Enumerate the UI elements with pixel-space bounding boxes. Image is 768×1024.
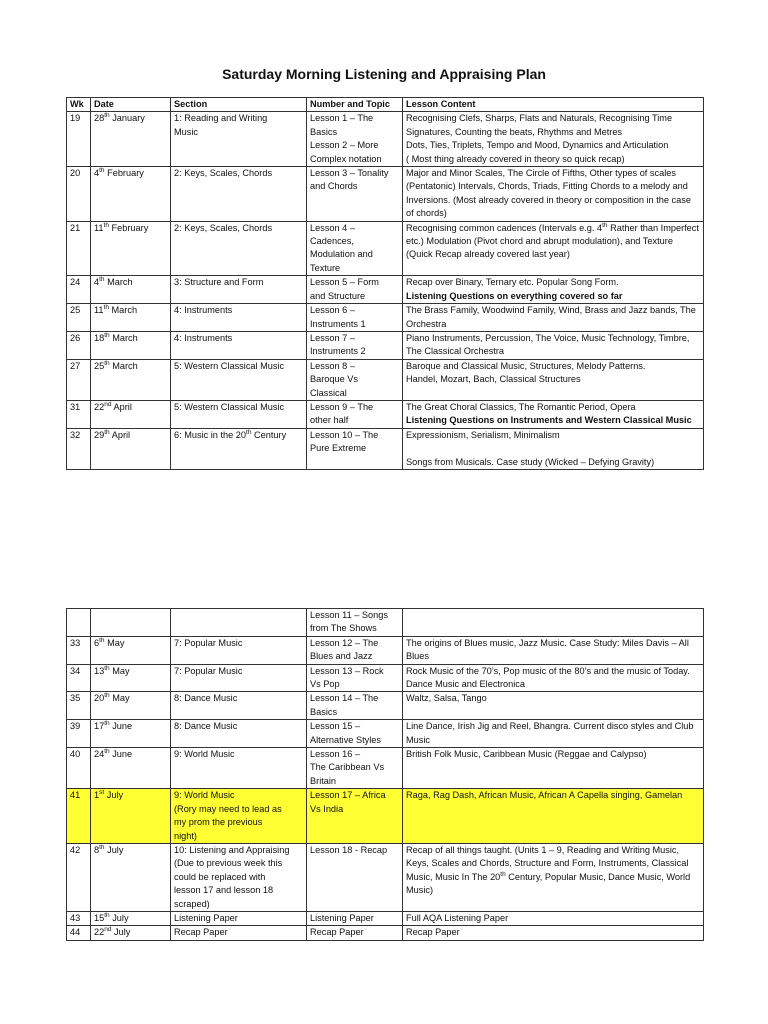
content-cell [403,276,704,304]
topic-cell [307,636,403,664]
date-month: March [109,332,138,343]
table-row [67,720,704,748]
document-title: Saturday Morning Listening and Appraising Plan [222,66,546,82]
section-cell [171,843,307,911]
date-ordinal: th [103,304,109,312]
date-cell [91,789,171,844]
date-day: 20 [94,693,105,704]
date-day: 29 [94,429,105,440]
week-cell: 24 [67,276,91,304]
date-cell [91,112,171,167]
date-day: 13 [94,665,105,676]
date-ordinal: th [99,276,105,284]
date-ordinal: th [104,911,110,919]
topic-cell [307,359,403,400]
date-day: 1 [94,790,100,801]
date-day: 25 [94,360,105,371]
topic-cell [307,789,403,844]
topic-text: Lesson 16 – The Caribbean Vs Britain [310,749,385,786]
content-text: Century, Popular Music, Dance Music, World Music) [406,871,691,896]
topic-text: Lesson 8 – Baroque Vs Classical [310,360,359,398]
date-cell [91,609,171,637]
topic-text: Lesson 18 - Recap [310,844,388,855]
date-month: March [104,277,133,288]
content-text: Line Dance, Irish Jig and Reel, Bhangra. Current disco styles and Club Music [406,721,694,745]
date-day: 4 [94,277,100,288]
content-text: Raga, Rag Dash, African Music, African A Capella singing, Gamelan [406,790,683,801]
date-cell [91,692,171,720]
topic-text: Lesson 9 – The other half [310,401,374,426]
date-ordinal: th [104,331,110,339]
date-month: May [109,693,130,704]
section-text: 6: Music in the 20 [174,429,247,440]
section-text: 5: Western Classical Music [174,401,285,412]
topic-cell [307,304,403,332]
topic-cell [307,112,403,167]
date-cell [91,748,171,789]
section-cell [171,636,307,664]
date-ordinal: th [99,843,105,851]
section-text: 1: Reading and Writing Music [174,113,268,137]
topic-text: Lesson 7 – Instruments 2 [310,332,366,357]
table-row [67,331,704,359]
section-ordinal: th [246,428,252,436]
table-row [67,843,704,911]
table-row [67,926,704,940]
topic-text: Lesson 1 – The Basics Lesson 2 – More Complex notation [310,113,382,164]
week-cell: 32 [67,428,91,469]
date-ordinal: nd [104,926,112,934]
section-text: 7: Popular Music [174,637,243,648]
content-cell [403,609,704,637]
date-cell [91,843,171,911]
section-text: 9: World Music [174,749,235,760]
week-cell: 26 [67,331,91,359]
section-text-tail: Century [251,429,287,440]
content-cell [403,112,704,167]
section-text: Recap Paper [174,927,228,938]
section-text: 2: Keys, Scales, Chords [174,168,273,179]
header-date: Date [91,98,171,112]
section-cell [171,304,307,332]
date-cell [91,911,171,925]
date-month: February [104,168,144,179]
section-cell [171,720,307,748]
content-cell [403,304,704,332]
section-cell [171,221,307,276]
date-cell [91,221,171,276]
content-cell [403,789,704,844]
date-day: 18 [94,332,105,343]
date-ordinal: th [104,664,110,672]
table-header-row [67,98,704,112]
date-day: 11 [94,222,104,233]
date-month: June [109,749,133,760]
section-cell [171,748,307,789]
date-cell [91,400,171,428]
date-month: February [108,222,149,233]
section-text: 4: Instruments [174,332,233,343]
date-day: 15 [94,912,105,923]
date-day: 11 [94,305,104,316]
table-row [67,664,704,692]
content-cell [403,843,704,911]
content-cell [403,720,704,748]
date-day: 22 [94,927,105,938]
week-cell: 31 [67,400,91,428]
topic-cell [307,720,403,748]
lesson-plan-table-2 [66,608,704,941]
date-cell [91,636,171,664]
topic-cell [307,748,403,789]
date-month: January [109,113,145,124]
table-row [67,789,704,844]
date-ordinal: th [103,221,109,229]
section-cell [171,359,307,400]
content-text: Waltz, Salsa, Tango [406,693,487,704]
date-day: 6 [94,637,100,648]
topic-text: Lesson 14 – The Basics [310,693,379,717]
table-row [67,428,704,469]
topic-text: Lesson 10 – The Pure Extreme [310,429,379,454]
week-cell: 39 [67,720,91,748]
table-row [67,304,704,332]
topic-text: Lesson 5 – Form and Structure [310,277,379,301]
section-cell [171,926,307,940]
table-row [67,692,704,720]
content-text: Expressionism, Serialism, Minimalism Songs from Musicals. Case study (Wicked – Defying Gravity) [406,429,655,467]
topic-text: Lesson 17 – Africa Vs India [310,790,386,814]
table-row [67,636,704,664]
week-cell: 44 [67,926,91,940]
topic-text: Lesson 15 – Alternative Styles [310,721,381,745]
date-ordinal: th [99,636,105,644]
section-text: 8: Dance Music [174,693,238,704]
topic-text: Listening Paper [310,912,374,923]
table-row [67,221,704,276]
content-text: Recognising Clefs, Sharps, Flats and Naturals, Recognising Time Signatures, Counting the beats, Rhythms and Metres Dots, Ties, Triplets, Tempo and Mood, Dynamics and Articulation ( Most thing already covered in theory so quick recap) [406,113,673,164]
date-ordinal: th [104,692,110,700]
date-day: 8 [94,844,100,855]
date-day: 22 [94,401,105,412]
table-body-1 [67,112,704,470]
section-text: 7: Popular Music [174,665,243,676]
topic-cell [307,911,403,925]
date-day: 28 [94,113,105,124]
content-cell [403,692,704,720]
section-text: 5: Western Classical Music [174,360,285,371]
topic-cell [307,331,403,359]
section-text: Listening Paper [174,912,238,923]
table-row [67,276,704,304]
table-row [67,112,704,167]
content-cell [403,331,704,359]
section-cell [171,664,307,692]
table-row [67,167,704,222]
header-section: Section [171,98,307,112]
content-cell [403,428,704,469]
section-cell [171,400,307,428]
content-cell [403,167,704,222]
topic-text: Recap Paper [310,927,364,938]
date-month: May [104,637,125,648]
section-cell [171,276,307,304]
section-cell [171,112,307,167]
week-cell: 19 [67,112,91,167]
week-cell: 40 [67,748,91,789]
topic-cell [307,843,403,911]
date-month: July [109,912,129,923]
topic-text: Lesson 13 – Rock Vs Pop [310,665,384,690]
content-text: Recap over Binary, Ternary etc. Popular Song Form. [406,277,619,288]
week-cell: 42 [67,843,91,911]
section-text: 9: World Music (Rory may need to lead as my prom the previous night) [174,790,282,841]
date-cell [91,664,171,692]
table-row [67,400,704,428]
week-cell: 43 [67,911,91,925]
table-row [67,748,704,789]
content-cell [403,359,704,400]
content-text: The Brass Family, Woodwind Family, Wind, Brass and Jazz bands, The Orchestra [406,305,696,329]
date-month: July [104,844,124,855]
content-bold-text: Listening Questions on everything covered so far [406,290,623,301]
content-text: Rock Music of the 70’s, Pop music of the 80’s and the music of Today. Dance Music and Electronica [406,665,690,690]
table-body-2 [67,609,704,941]
content-text: British Folk Music, Caribbean Music (Reggae and Calypso) [406,749,647,760]
date-month: June [109,721,133,732]
date-month: April [109,429,131,440]
week-cell: 35 [67,692,91,720]
date-ordinal: th [99,167,105,175]
section-cell [171,167,307,222]
section-text: 10: Listening and Appraising (Due to previous week this could be replaced with lesson 17 and lesson 18 scraped) [174,844,290,909]
content-cell [403,636,704,664]
topic-text: Lesson 4 – Cadences, Modulation and Texture [310,222,373,273]
content-bold-text: Listening Questions on Instruments and Western Classical Music [406,415,692,426]
date-cell [91,926,171,940]
date-cell [91,359,171,400]
section-text: 2: Keys, Scales, Chords [174,222,273,233]
date-ordinal: th [104,748,110,756]
topic-cell [307,276,403,304]
date-ordinal: th [104,428,110,436]
section-cell [171,789,307,844]
date-cell [91,428,171,469]
table-row [67,359,704,400]
table-row [67,911,704,925]
date-month: July [111,927,131,938]
topic-text: Lesson 11 – Songs from The Shows [310,610,388,634]
content-text: Recap Paper [406,927,460,938]
content-text: The origins of Blues music, Jazz Music. Case Study: Miles Davis – All Blues [406,637,689,662]
week-cell: 20 [67,167,91,222]
topic-cell [307,664,403,692]
date-ordinal: th [104,359,110,367]
lesson-plan-table-1 [66,97,704,470]
date-month: March [108,305,138,316]
date-ordinal: th [104,720,110,728]
content-text: Full AQA Listening Paper [406,912,509,923]
topic-cell [307,692,403,720]
content-text: Recognising common cadences (Intervals e.g. 4 [406,222,603,233]
topic-cell [307,609,403,637]
section-text: 3: Structure and Form [174,277,264,288]
section-text: 8: Dance Music [174,721,238,732]
content-text: Rather than Imperfect etc.) Modulation (Pivot chord and abrupt modulation), and Texture (Quick Recap already covered last year) [406,222,699,260]
topic-text: Lesson 3 – Tonality and Chords [310,168,389,192]
section-cell [171,609,307,637]
header-lesson-content: Lesson Content [403,98,704,112]
content-cell [403,748,704,789]
date-day: 17 [94,721,105,732]
week-cell: 34 [67,664,91,692]
content-text: Baroque and Classical Music, Structures, Melody Patterns. Handel, Mozart, Bach, Classical Structures [406,360,646,385]
section-text: 4: Instruments [174,305,233,316]
content-text: Major and Minor Scales, The Circle of Fifths, Other types of scales (Pentatonic) Intervals, Chords, Triads, Fitting Chords to a melody and Inversions. (Most already covered in theory or composition in the case of chords) [406,168,691,219]
section-cell [171,692,307,720]
header-wk: Wk [67,98,91,112]
date-cell [91,304,171,332]
topic-text: Lesson 12 – The Blues and Jazz [310,637,379,662]
content-cell [403,664,704,692]
week-cell: 41 [67,789,91,844]
content-cell [403,400,704,428]
topic-text: Lesson 6 – Instruments 1 [310,305,366,329]
date-month: July [104,790,124,801]
date-cell [91,167,171,222]
date-day: 24 [94,749,105,760]
topic-cell [307,221,403,276]
week-cell: 33 [67,636,91,664]
week-cell: 27 [67,359,91,400]
week-cell: 21 [67,221,91,276]
week-cell: 25 [67,304,91,332]
section-cell [171,331,307,359]
content-cell [403,911,704,925]
date-cell [91,331,171,359]
content-text: Piano Instruments, Percussion, The Voice, Music Technology, Timbre, The Classical Orchestra [406,332,690,357]
content-text: Recap of all things taught. (Units 1 – 9, Reading and Writing Music, Keys, Scales and Chords, Structure and Form, Instruments, Classical Music, Music In The 20 [406,844,689,882]
content-text: The Great Choral Classics, The Romantic Period, Opera [406,401,636,412]
date-month: April [111,401,132,412]
header-number-topic: Number and Topic [307,98,403,112]
date-month: May [109,665,130,676]
date-cell [91,720,171,748]
content-cell [403,926,704,940]
section-cell [171,428,307,469]
date-cell [91,276,171,304]
table-row [67,609,704,637]
topic-cell [307,428,403,469]
date-ordinal: st [99,789,105,797]
topic-cell [307,167,403,222]
date-month: March [109,360,138,371]
topic-cell [307,926,403,940]
content-cell [403,221,704,276]
date-day: 4 [94,168,100,179]
section-cell [171,911,307,925]
week-cell [67,609,91,637]
content-ordinal: th [500,870,506,878]
date-ordinal: th [104,112,110,120]
date-ordinal: nd [104,400,112,408]
content-ordinal: th [602,221,608,229]
topic-cell [307,400,403,428]
